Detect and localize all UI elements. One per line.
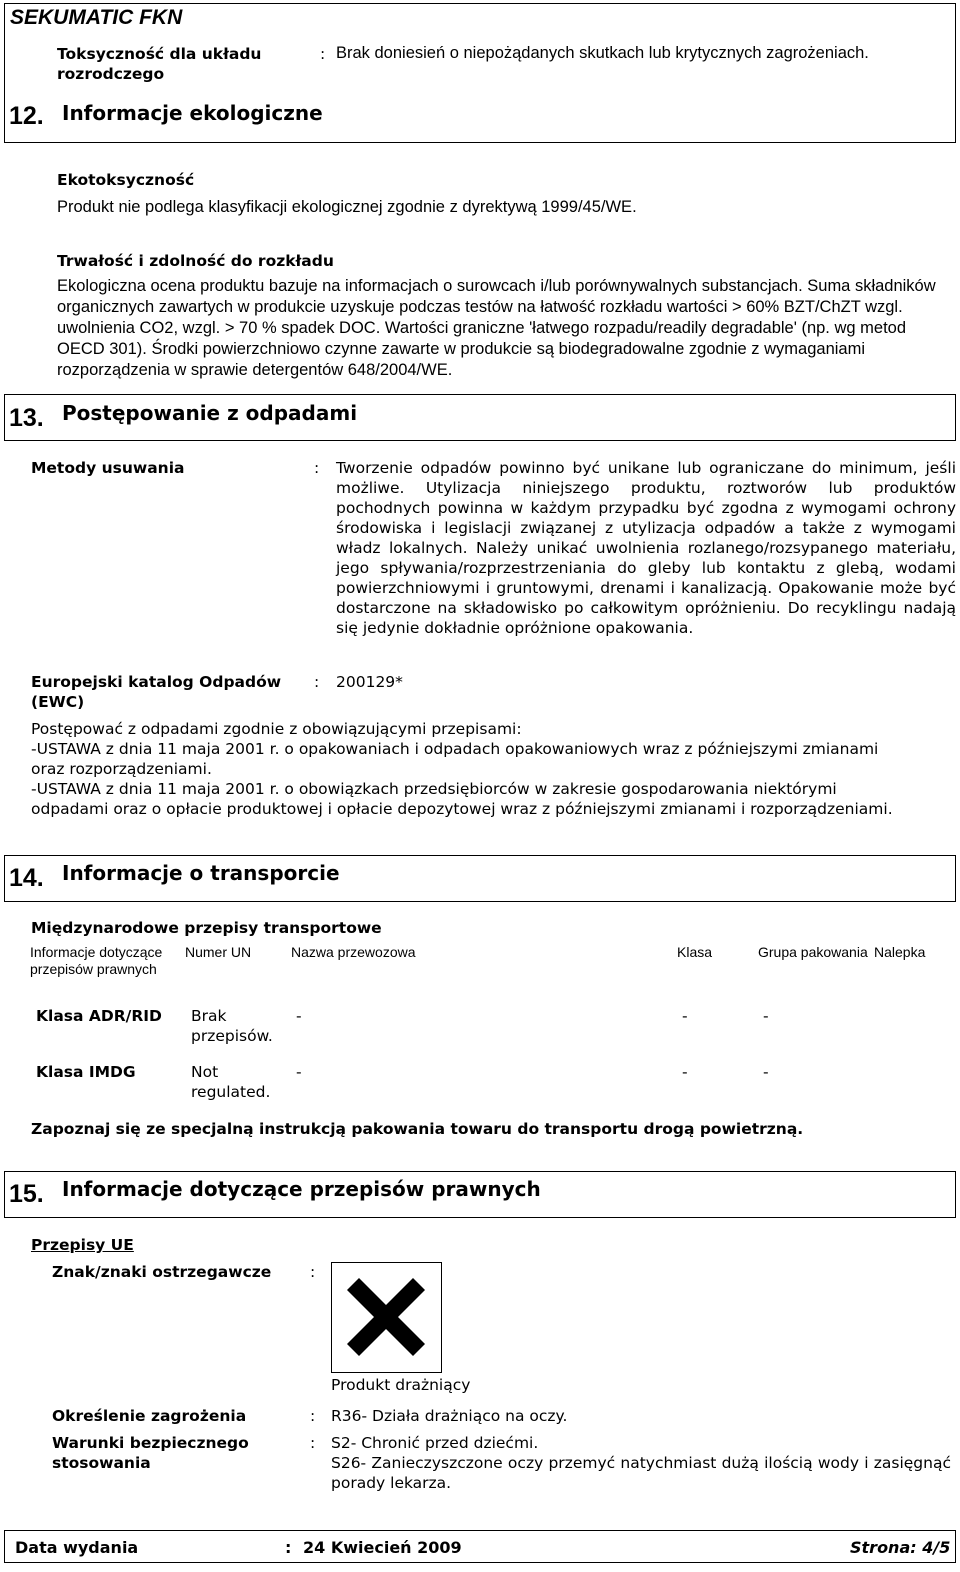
th-un-number: Numer UN xyxy=(185,944,252,960)
ecotox-heading: Ekotoksyczność xyxy=(57,171,195,189)
ecotox-text: Produkt nie podlega klasyfikacji ekologicznej zgodnie z dyrektywą 1999/45/WE. xyxy=(57,198,637,216)
risk-label: Określenie zagrożenia xyxy=(52,1407,247,1425)
transport-table-header xyxy=(30,944,951,995)
row-un: Not regulated. xyxy=(191,1063,271,1101)
th-shipping-name: Nazwa przewozowa xyxy=(291,944,416,960)
row-label: Klasa ADR/RID xyxy=(36,1007,162,1025)
safety-label: Warunki bezpiecznego stosowania xyxy=(52,1434,249,1472)
row-group: - xyxy=(763,1063,769,1081)
risk-colon: : xyxy=(310,1407,316,1425)
safety-value-1: S2- Chronić przed dziećmi. xyxy=(331,1434,539,1452)
page-number: Strona: 4/5 xyxy=(850,1538,951,1557)
disposal-methods-text: Tworzenie odpadów powinno być unikane lub ograniczane do minimum, jeśli możliwe. Utylizacja niniejszego produktu, roztworów lub produktów pochodnych powinna w każdym przypadku być zgodna z wymogami ochrony środowiska i legislacji związanej z utylizacja odpadów a także z wymogami władz lokalnych. Należy unikać uwolnienia rozlanego/rozsypanego materiału, jego spływania/rozprzestrzeniania do gleby lub kontaktu z glebą, wodami powierzchniowymi i gruntowymi, drenami i kanalizacją. Opakowanie może być dostarczone na składowisko po całkowitym opróżnieniu. Do recyklingu nadają się jedynie dokładnie opróżnione opakowania. xyxy=(336,459,956,637)
issue-date-value: 24 Kwiecień 2009 xyxy=(303,1538,462,1557)
ewc-colon: : xyxy=(314,673,320,691)
section-14-number: 14. xyxy=(9,864,44,892)
safety-colon: : xyxy=(310,1434,316,1452)
th-regulations: Informacje dotyczące przepisów prawnych xyxy=(30,944,163,977)
issue-date-label: Data wydania xyxy=(15,1538,139,1557)
table-row xyxy=(36,1006,951,1051)
section-15-title: Informacje dotyczące przepisów prawnych xyxy=(62,1177,541,1201)
section-14-title: Informacje o transporcie xyxy=(62,861,340,885)
tox-label: Toksyczność dla układu rozrodczego xyxy=(57,45,262,83)
th-class: Klasa xyxy=(677,944,713,960)
th-packing-group: Grupa pakowania xyxy=(758,944,868,960)
tox-colon: : xyxy=(320,45,326,63)
table-row xyxy=(36,1062,951,1107)
eu-regulations-heading: Przepisy UE xyxy=(31,1236,134,1254)
row-group: - xyxy=(763,1007,769,1025)
row-name: - xyxy=(296,1063,302,1081)
disposal-methods-label: Metody usuwania xyxy=(31,459,185,477)
air-transport-note: Zapoznaj się ze specjalną instrukcją pakowania towaru do transportu drogą powietrzną. xyxy=(31,1120,804,1138)
issue-date-colon: : xyxy=(285,1538,292,1557)
ewc-label: Europejski katalog Odpadów (EWC) xyxy=(31,673,282,711)
hazard-symbol-colon: : xyxy=(310,1263,316,1281)
section-13-number: 13. xyxy=(9,404,44,432)
section-13-title: Postępowanie z odpadami xyxy=(62,401,358,425)
row-class: - xyxy=(682,1063,688,1081)
row-name: - xyxy=(296,1007,302,1025)
ewc-value: 200129* xyxy=(336,673,403,691)
row-label: Klasa IMDG xyxy=(36,1063,136,1081)
hazard-symbol-label: Znak/znaki ostrzegawcze xyxy=(52,1263,272,1281)
footer-box xyxy=(4,1530,956,1563)
section-15-number: 15. xyxy=(9,1180,44,1208)
safety-value-2: S26- Zanieczyszczone oczy przemyć natychmiast dużą ilością wody i zasięgnąć porady lekarza. xyxy=(331,1454,951,1492)
persistence-heading: Trwałość i zdolność do rozkładu xyxy=(57,252,334,270)
section-12-number: 12. xyxy=(9,102,44,130)
product-name: SEKUMATIC FKN xyxy=(10,6,183,29)
row-class: - xyxy=(682,1007,688,1025)
th-label: Nalepka xyxy=(874,944,926,960)
section-12-title: Informacje ekologiczne xyxy=(62,101,323,125)
transport-subheading: Międzynarodowe przepisy transportowe xyxy=(31,919,382,937)
row-un: Brak przepisów. xyxy=(191,1007,273,1045)
hazard-symbol-caption: Produkt drażniący xyxy=(331,1376,471,1394)
disposal-methods-colon: : xyxy=(314,459,320,477)
tox-value: Brak doniesień o niepożądanych skutkach lub krytycznych zagrożeniach. xyxy=(336,44,869,62)
persistence-text: Ekologiczna ocena produktu bazuje na informacjach o surowcach i/lub porównywalnych substancjach. Suma składników organicznych zawartych w produkcie uzyskuje podczas testów na łatwość rozkładu wartości > 60% BZT/ChZT wzgl. uwolnienia CO2, wzgl. > 70 % spadek DOC. Wartości graniczne 'łatwego rozpadu/readily degradable' (np. wg metod OECD 301). Środki powierzchniowo czynne zawarte w produkcie są biodegradowalne zgodnie z wymaganiami rozporządzenia w sprawie detergentów 648/2004/WE. xyxy=(57,277,936,379)
irritant-cross-shape xyxy=(332,1263,440,1371)
irritant-cross-icon xyxy=(331,1262,442,1373)
risk-value: R36- Działa drażniąco na oczy. xyxy=(331,1407,568,1425)
disposal-law-text: Postępować z odpadami zgodnie z obowiązującymi przepisami: -USTAWA z dnia 11 maja 2001 r. o opakowaniach i odpadach opakowaniowych wraz z późniejszymi zmianami oraz rozporządzeniami. -USTAWA z dnia 11 maja 2001 r. o obowiązkach przedsiębiorców w zakresie gospodarowania niektórymi odpadami oraz o opłacie produktowej i opłacie depozytowej wraz z późniejszymi zmianami i rozporządzeniami. xyxy=(31,720,893,818)
